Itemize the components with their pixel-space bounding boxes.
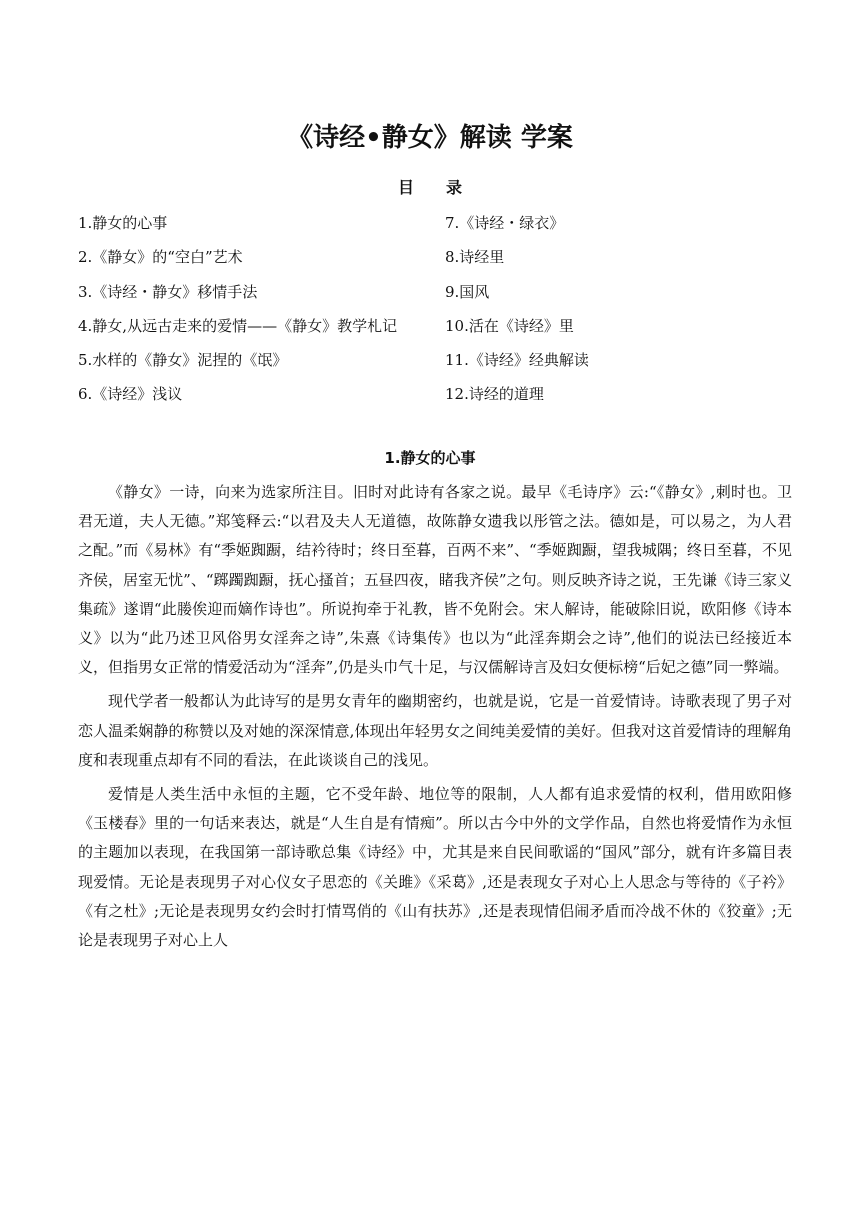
document-title: 《诗经•静女》解读 学案: [287, 123, 573, 153]
toc-item-4: 4.静女,从远古走来的爱情——《静女》教学札记: [78, 316, 398, 335]
section-heading: 1.静女的心事: [384, 449, 476, 467]
toc-right-column: [445, 206, 785, 412]
toc-item-8: 8.诗经里: [445, 248, 505, 267]
section-body: [78, 478, 792, 960]
toc-item-3: 3.《诗经・静女》移情手法: [78, 282, 258, 301]
toc-item-9: 9.国风: [445, 282, 490, 301]
toc-left-column: [78, 206, 428, 412]
toc-item-10: 10.活在《诗经》里: [445, 316, 574, 335]
toc-item-2: 2.《静女》的“空白”艺术: [78, 248, 243, 267]
paragraph: 爱情是人类生活中永恒的主题，它不受年龄、地位等的限制，人人都有追求爱情的权利，借用欧阳修《玉楼春》里的一句话来表达，就是“人生自是有情痴”。所以古今中外的文学作品，自然也将爱情作为永恒的主题加以表现，在我国第一部诗歌总集《诗经》中，尤其是来自民间歌谣的“国风”部分，就有许多篇目表现爱情。无论是表现男子对心仪女子思恋的《关雎》《采葛》,还是表现女子对心上人思念与等待的《子衿》《有之杜》;无论是表现男女约会时打情骂俏的《山有扶苏》,还是表现情侣闹矛盾而冷战不休的《狡童》;无论是表现男子对心上人: [78, 785, 792, 950]
toc-item-12: 12.诗经的道理: [445, 385, 544, 404]
toc-item-6: 6.《诗经》浅议: [78, 385, 183, 404]
paragraph: 《静女》一诗，向来为选家所注目。旧时对此诗有各家之说。最早《毛诗序》云:“《静女》,刺时也。卫君无道，夫人无德。”郑笺释云:“以君及夫人无道德，故陈静女遗我以彤管之法。德如是，可以易之，为人君之配。”而《易林》有“季姬踟蹰，结衿待时；终日至暮，百两不来”、“季姬踟蹰，望我城隅；终日至暮，不见齐侯，居室无忧”、“踯躅踟蹰，抚心搔首；五昼四夜，睹我齐侯”之句。则反映齐诗之说，王先谦《诗三家义集疏》遂谓“此媵俟迎而嫡作诗也”。所说拘牵于礼教，皆不免附会。宋人解诗，能破除旧说，欧阳修《诗本义》以为“此乃述卫风俗男女淫奔之诗”,朱熹《诗集传》也以为“此淫奔期会之诗”,他们的说法已经接近本义，但指男女正常的情爱活动为“淫奔”,仍是头巾气十足，与汉儒解诗言及妇女便标榜“后妃之德”同一弊端。: [78, 483, 792, 677]
paragraph: 现代学者一般都认为此诗写的是男女青年的幽期密约，也就是说，它是一首爱情诗。诗歌表现了男子对恋人温柔娴静的称赞以及对她的深深情意,体现出年轻男女之间纯美爱情的美好。但我对这首爱情诗的理解角度和表现重点却有不同的看法，在此谈谈自己的浅见。: [78, 692, 792, 769]
toc-heading: 目录: [397, 178, 494, 197]
toc-item-1: 1.静女的心事: [78, 214, 168, 232]
toc-item-7: 7.《诗经・绿衣》: [445, 214, 565, 232]
toc-item-5: 5.水样的《静女》泥捏的《氓》: [78, 351, 288, 370]
toc-item-11: 11.《诗经》经典解读: [445, 351, 589, 370]
